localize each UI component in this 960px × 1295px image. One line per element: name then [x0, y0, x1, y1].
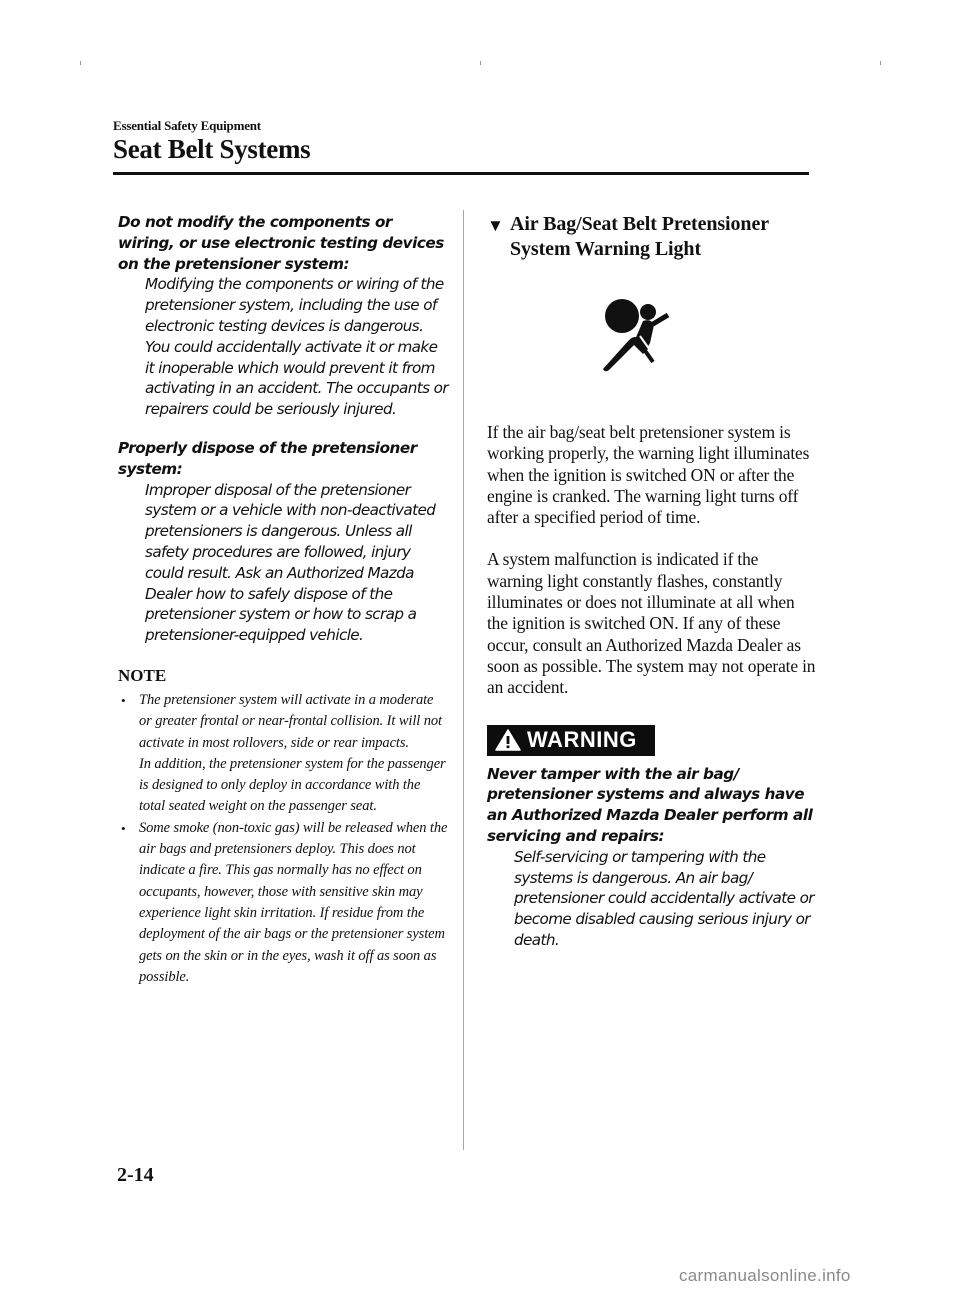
warning-triangle-icon — [495, 729, 521, 751]
warning-block-dispose — [118, 438, 448, 646]
watermark[interactable]: carmanualsonline.info — [679, 1266, 851, 1285]
warning-badge-label: WARNING — [527, 727, 637, 753]
note-text: In addition, the pretensioner system for the passenger is designed to only deploy in accordance with the total seated weight on the passenger seat. — [139, 755, 446, 815]
column-divider — [463, 210, 464, 1150]
triangle-marker-icon: ▼ — [487, 216, 504, 235]
warning-body: Self-servicing or tampering with the systems is dangerous. An air bag/ pretensioner could accidentally activate or become disabled causing serious injury or death. — [514, 847, 814, 949]
warning-block-tamper — [487, 764, 817, 951]
note-list — [118, 690, 448, 988]
body-paragraph: If the air bag/seat belt pretensioner system is working properly, the warning light illuminates when the ignition is switched ON or after the engine is cranked. The warning light turns off after a specified period of time. — [487, 422, 810, 528]
warning-heading: Properly dispose of the pretensioner system: — [118, 438, 417, 478]
crop-mark-right — [880, 61, 881, 65]
airbag-warning-light-icon — [599, 298, 699, 378]
bullet-icon: • — [121, 692, 126, 708]
subsection-title-text: Air Bag/Seat Belt Pretensioner System Warning Light — [510, 213, 769, 260]
body-paragraph: A system malfunction is indicated if the warning light constantly flashes, constantly illuminates or does not illuminate at all when the ignition is switched ON. If any of these occur, consult an Authorized Mazda Dealer as soon as possible. The system may not operate in an accident. — [487, 549, 816, 698]
bullet-icon: • — [121, 820, 126, 836]
page-title: Seat Belt Systems — [113, 134, 311, 164]
warning-block-modify — [118, 212, 448, 420]
note-item — [118, 818, 448, 988]
crop-mark-left — [80, 61, 81, 65]
warning-body: Modifying the components or wiring of the pretensioner system, including the use of electronic testing devices is dangerous. You could accidentally activate it or make it inoperable which would prevent it from activating in an accident. The occupants or repairers could be seriously injured. — [145, 275, 448, 419]
note-text: The pretensioner system will activate in a moderate or greater frontal or near-frontal collision. It will not activate in most rollovers, side or rear impacts. — [139, 691, 442, 751]
warning-heading: Do not modify the components or wiring, or use electronic testing devices on the pretensioner system: — [118, 213, 444, 273]
warning-badge — [487, 725, 655, 756]
right-column — [487, 212, 817, 951]
warning-body: Improper disposal of the pretensioner system or a vehicle with non-deactivated pretensioners is dangerous. Unless all safety procedures are followed, injury could result. Ask an Authorized Mazda Dealer how to safely dispose of the pretensioner system or how to scrap a pretensioner-equipped vehicle. — [145, 480, 436, 645]
left-column — [118, 212, 448, 988]
title-rule — [113, 172, 809, 175]
crop-mark-center — [480, 61, 481, 65]
note-label: NOTE — [118, 665, 167, 685]
note-text: Some smoke (non-toxic gas) will be released when the air bags and pretensioners deploy. This does not indicate a fire. This gas normally has no effect on occupants, however, those with sensitive skin may experience light skin irritation. If residue from the deployment of the air bags or the pretensioner system gets on the skin or in the eyes, wash it off as soon as possible. — [139, 819, 448, 985]
section-label: Essential Safety Equipment — [113, 118, 261, 133]
page-number: 2-14 — [117, 1164, 154, 1186]
warning-heading: Never tamper with the air bag/ pretensioner systems and always have an Authorized Mazda Dealer perform all servicing and repairs: — [487, 764, 813, 845]
note-item — [118, 690, 448, 818]
subsection-title — [487, 212, 817, 262]
